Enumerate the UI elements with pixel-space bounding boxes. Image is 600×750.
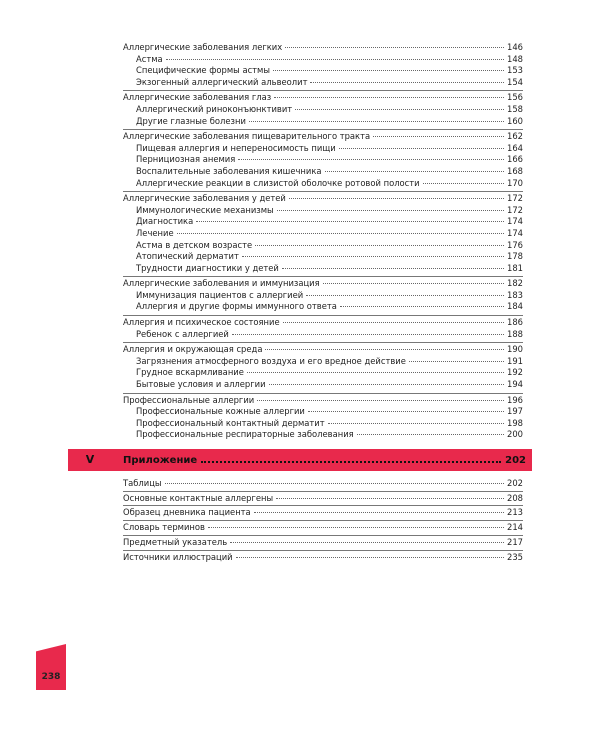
page-number: 238 — [41, 672, 61, 682]
dot-leader — [232, 334, 504, 335]
dot-leader — [273, 70, 504, 71]
dot-leader — [242, 256, 504, 257]
dot-leader — [247, 372, 504, 373]
appendix-header-bar — [68, 449, 532, 471]
toc-entry[interactable] — [123, 77, 523, 89]
entry-title: Профессиональные аллергии — [123, 394, 255, 405]
toc-entry[interactable] — [123, 367, 523, 379]
dot-leader — [166, 59, 504, 60]
dot-leader — [230, 542, 504, 543]
toc-entry[interactable] — [123, 54, 523, 66]
dot-leader — [276, 498, 504, 499]
entry-title: Словарь терминов — [123, 522, 205, 533]
dot-leader — [282, 268, 504, 269]
entry-title: Экзогенный аллергический альвеолит — [136, 76, 308, 87]
entry-title: Ребенок с аллергией — [136, 328, 229, 339]
entry-title: Аллергические заболевания глаз — [123, 92, 272, 103]
dot-leader — [328, 423, 504, 424]
toc-entry[interactable] — [123, 379, 523, 391]
entry-page: 235 — [507, 551, 523, 562]
entry-page: 183 — [507, 289, 523, 300]
toc-entry[interactable] — [123, 520, 523, 535]
toc-section — [123, 276, 523, 313]
entry-title: Атопический дерматит — [136, 251, 239, 262]
toc-entry[interactable] — [123, 477, 523, 491]
toc-entry[interactable] — [123, 290, 523, 302]
dot-leader — [238, 159, 504, 160]
entry-page: 148 — [507, 53, 523, 64]
entry-page: 214 — [507, 522, 523, 533]
dot-leader — [165, 483, 504, 484]
entry-page: 186 — [507, 317, 523, 328]
dot-leader — [249, 121, 504, 122]
page-number-tab — [36, 644, 66, 690]
toc-entry[interactable] — [123, 154, 523, 166]
appendix-header[interactable] — [123, 449, 526, 471]
entry-title: Аллергические заболевания легких — [123, 42, 283, 52]
entry-page: 154 — [507, 76, 523, 87]
dot-leader — [308, 411, 504, 412]
dot-leader — [373, 136, 504, 137]
entry-title: Аллергия и психическое состояние — [123, 317, 280, 328]
toc-entry[interactable] — [123, 356, 523, 368]
toc-entry[interactable] — [123, 301, 523, 313]
dot-leader — [325, 171, 504, 172]
dot-leader — [295, 109, 504, 110]
entry-title: Источники иллюстраций — [123, 551, 233, 562]
toc-entry[interactable] — [123, 344, 523, 356]
toc-entry[interactable] — [123, 131, 523, 143]
entry-title: Предметный указатель — [123, 536, 228, 547]
entry-page: 156 — [507, 92, 523, 103]
dot-leader — [269, 384, 504, 385]
dot-leader — [177, 233, 504, 234]
table-of-contents — [123, 41, 523, 443]
toc-entry[interactable] — [123, 395, 523, 407]
entry-title: Другие глазные болезни — [136, 115, 246, 126]
entry-page: 176 — [507, 239, 523, 250]
entry-title: Профессиональные респираторные заболевания — [136, 429, 354, 440]
toc-entry[interactable] — [123, 42, 523, 54]
entry-title: Профессиональные кожные аллергии — [136, 406, 305, 417]
entry-title: Аллергические заболевания и иммунизация — [123, 278, 320, 289]
dot-leader — [254, 512, 504, 513]
entry-title: Аллергия и окружающая среда — [123, 344, 263, 355]
entry-page: 188 — [507, 328, 523, 339]
dot-leader — [196, 221, 504, 222]
entry-page: 194 — [507, 379, 523, 390]
entry-title: Диагностика — [136, 216, 194, 227]
toc-entry[interactable] — [123, 278, 523, 290]
toc-section — [123, 191, 523, 274]
entry-page: 174 — [507, 216, 523, 227]
dot-leader — [265, 349, 504, 350]
toc-entry[interactable] — [123, 205, 523, 217]
toc-entry[interactable] — [123, 65, 523, 77]
entry-page: 178 — [507, 251, 523, 262]
appendix-title: Приложение — [123, 454, 198, 466]
entry-title: Аллергические заболевания у детей — [123, 193, 286, 204]
entry-page: 184 — [507, 301, 523, 312]
entry-page: 217 — [507, 536, 523, 547]
dot-leader — [257, 400, 504, 401]
dot-leader — [277, 210, 504, 211]
toc-entry[interactable] — [123, 329, 523, 341]
dot-leader — [285, 47, 504, 48]
appendix-page: 202 — [505, 454, 526, 466]
entry-page: 153 — [507, 65, 523, 76]
entry-title: Загрязнения атмосферного воздуха и его вредное действие — [136, 355, 406, 366]
entry-page: 172 — [507, 204, 523, 215]
entry-page: 170 — [507, 177, 523, 188]
entry-title: Астма — [136, 53, 163, 64]
entry-page: 197 — [507, 406, 523, 417]
dot-leader — [236, 557, 504, 558]
entry-page: 192 — [507, 367, 523, 378]
entry-title: Пищевая аллергия и непереносимость пищи — [136, 142, 336, 153]
entry-page: 172 — [507, 193, 523, 204]
entry-title: Лечение — [136, 227, 174, 238]
dot-leader — [357, 434, 504, 435]
toc-section — [123, 129, 523, 189]
toc-entry[interactable] — [123, 193, 523, 205]
entry-page: 158 — [507, 103, 523, 114]
toc-entry[interactable] — [123, 104, 523, 116]
entry-page: 213 — [507, 507, 523, 518]
toc-section — [123, 342, 523, 390]
toc-entry[interactable] — [123, 240, 523, 252]
dot-leader — [208, 527, 504, 528]
appendix-contents — [123, 477, 523, 564]
entry-title: Специфические формы астмы — [136, 65, 270, 76]
dot-leader — [310, 82, 504, 83]
toc-entry[interactable] — [123, 491, 523, 506]
toc-entry[interactable] — [123, 429, 523, 441]
entry-title: Таблицы — [123, 478, 162, 488]
entry-title: Аллергический риноконъюнктивит — [136, 103, 293, 114]
entry-title: Аллергические реакции в слизистой оболочке ротовой полости — [136, 177, 420, 188]
entry-title: Воспалительные заболевания кишечника — [136, 165, 322, 176]
dot-leader — [339, 148, 504, 149]
toc-entry[interactable] — [123, 317, 523, 329]
toc-entry[interactable] — [123, 535, 523, 550]
entry-page: 160 — [507, 115, 523, 126]
entry-page: 200 — [507, 429, 523, 440]
dot-leader — [340, 306, 504, 307]
entry-title: Аллергия и другие формы иммунного ответа — [136, 301, 337, 312]
toc-entry[interactable] — [123, 550, 523, 565]
entry-title: Иммунизация пациентов с аллергией — [136, 289, 304, 300]
entry-page: 196 — [507, 394, 523, 405]
dot-leader — [201, 461, 501, 463]
entry-title: Аллергические заболевания пищеварительного тракта — [123, 131, 371, 142]
toc-entry[interactable] — [123, 143, 523, 155]
entry-title: Грудное вскармливание — [136, 367, 244, 378]
dot-leader — [289, 198, 504, 199]
toc-entry[interactable] — [123, 251, 523, 263]
toc-section — [123, 41, 523, 88]
toc-entry[interactable] — [123, 116, 523, 128]
entry-title: Пернициозная анемия — [136, 154, 236, 165]
toc-section — [123, 393, 523, 441]
entry-page: 166 — [507, 154, 523, 165]
toc-entry[interactable] — [123, 178, 523, 190]
dot-leader — [323, 283, 504, 284]
entry-title: Профессиональный контактный дерматит — [136, 417, 325, 428]
entry-page: 164 — [507, 142, 523, 153]
toc-entry[interactable] — [123, 406, 523, 418]
entry-page: 174 — [507, 227, 523, 238]
toc-entry[interactable] — [123, 263, 523, 275]
dot-leader — [283, 322, 504, 323]
toc-entry[interactable] — [123, 92, 523, 104]
dot-leader — [409, 361, 504, 362]
entry-page: 198 — [507, 417, 523, 428]
dot-leader — [255, 245, 504, 246]
entry-page: 191 — [507, 355, 523, 366]
entry-page: 162 — [507, 131, 523, 142]
entry-title: Основные контактные аллергены — [123, 492, 274, 503]
toc-section — [123, 315, 523, 340]
toc-entry[interactable] — [123, 418, 523, 430]
toc-entry[interactable] — [123, 216, 523, 228]
entry-title: Образец дневника пациента — [123, 507, 251, 518]
entry-page: 182 — [507, 278, 523, 289]
entry-title: Иммунологические механизмы — [136, 204, 274, 215]
entry-page: 146 — [507, 42, 523, 52]
toc-section — [123, 90, 523, 127]
entry-page: 202 — [507, 478, 523, 488]
part-number: V — [85, 453, 95, 466]
entry-page: 168 — [507, 165, 523, 176]
entry-page: 181 — [507, 262, 523, 273]
toc-entry[interactable] — [123, 505, 523, 520]
dot-leader — [274, 97, 504, 98]
dot-leader — [423, 183, 504, 184]
toc-entry[interactable] — [123, 166, 523, 178]
entry-title: Астма в детском возрасте — [136, 239, 253, 250]
entry-title: Бытовые условия и аллергии — [136, 379, 266, 390]
entry-page: 208 — [507, 492, 523, 503]
dot-leader — [306, 295, 504, 296]
entry-title: Трудности диагностики у детей — [136, 262, 279, 273]
toc-entry[interactable] — [123, 228, 523, 240]
entry-page: 190 — [507, 344, 523, 355]
